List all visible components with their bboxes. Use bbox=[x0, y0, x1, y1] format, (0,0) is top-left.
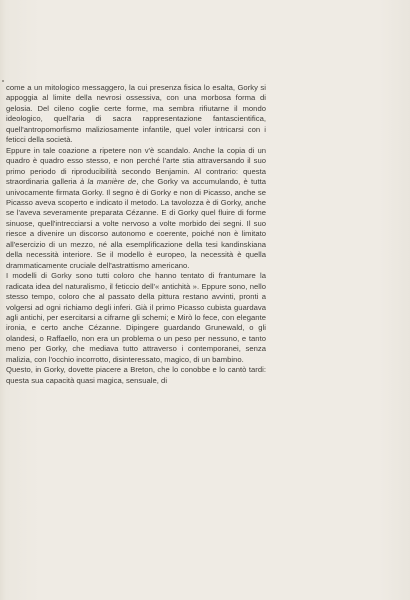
body-text bbox=[6, 83, 266, 386]
paragraph-1 bbox=[6, 83, 266, 146]
paragraph-2-italic-phrase: à la manière de bbox=[80, 177, 137, 187]
paragraph-4 bbox=[6, 365, 266, 386]
paragraph-2 bbox=[6, 146, 266, 271]
paragraph-4-text: Questo, in Gorky, dovette piacere a Breton, che lo conobbe e lo cantò tardi: questa sua capacità quasi magica, sensuale, di bbox=[6, 365, 266, 385]
paragraph-2-text-b: , che Gorky va accumulando, è tutta univocamente firmata Gorky. Il segno è di Gorky e non di Picasso, anche se Picasso aveva scoperto e indicato il metodo. La tavolozza è di Gorky, anche se l'aveva severamente preparata Cézanne. E di Gorky quel fluire di forme sinuose, quell'intrecciarsi a volte nervoso a volte morbido dei segni. Il suo riesce a divenire un discorso autonomo e coerente, poiché non è limitato all'esercizio di un mezzo, né alla esemplificazione della tesi kandinskiana della necessità interiore. Se il modello è europeo, la necessità è quella drammaticamente cruciale dell'astrattismo americano. bbox=[6, 177, 266, 270]
paragraph-1-text: come a un mitologico messaggero, la cui presenza fisica lo esalta, Gorky si appoggia al limite della nevrosi ossessiva, con una morbosa forma di gelosia. Del cileno coglie certe forme, ma sembra rifiutarne il mondo ideologico, quell'aria di sacra rappresentazione fantascientifica, quell'antropomorfismo maliziosamente infantile, quel voler intricarsi con i feticci della società. bbox=[6, 83, 266, 145]
margin-mark bbox=[2, 80, 4, 82]
paragraph-2-text-a: Eppure in tale coazione a ripetere non v'è scandalo. Anche la copia di un quadro è quadro esso stesso, e non perché l'arte stia attraversando il suo primo periodo di riproducibilità secondo Benjamin. Al contrario: questa straordinaria galleria bbox=[6, 145, 266, 187]
paragraph-3-text: I modelli di Gorky sono tutti coloro che hanno tentato di frantumare la radicata idea del naturalismo, il feticcio dell'« antichità ». Eppure sono, nello stesso tempo, coloro che al passato della pittura restano avvinti, pronti a volgersi ad ogni richiamo degli inferi. Già il primo Picasso cubista guardava agli antichi, per esercitarsi a cifrarne gli schemi; e Mirò lo fece, con elegante ironia, e certo anche Cézanne. Dipingere guardando Grunewald, o gli olandesi, o Raffaello, non era un problema o un peso per nessuno, e tanto meno per Gorky, che mediava tutto attraverso i contemporanei, senza malizia, con l'occhio incorrotto, disinteressato, magico, di un bambino. bbox=[6, 271, 266, 364]
paragraph-3 bbox=[6, 271, 266, 365]
